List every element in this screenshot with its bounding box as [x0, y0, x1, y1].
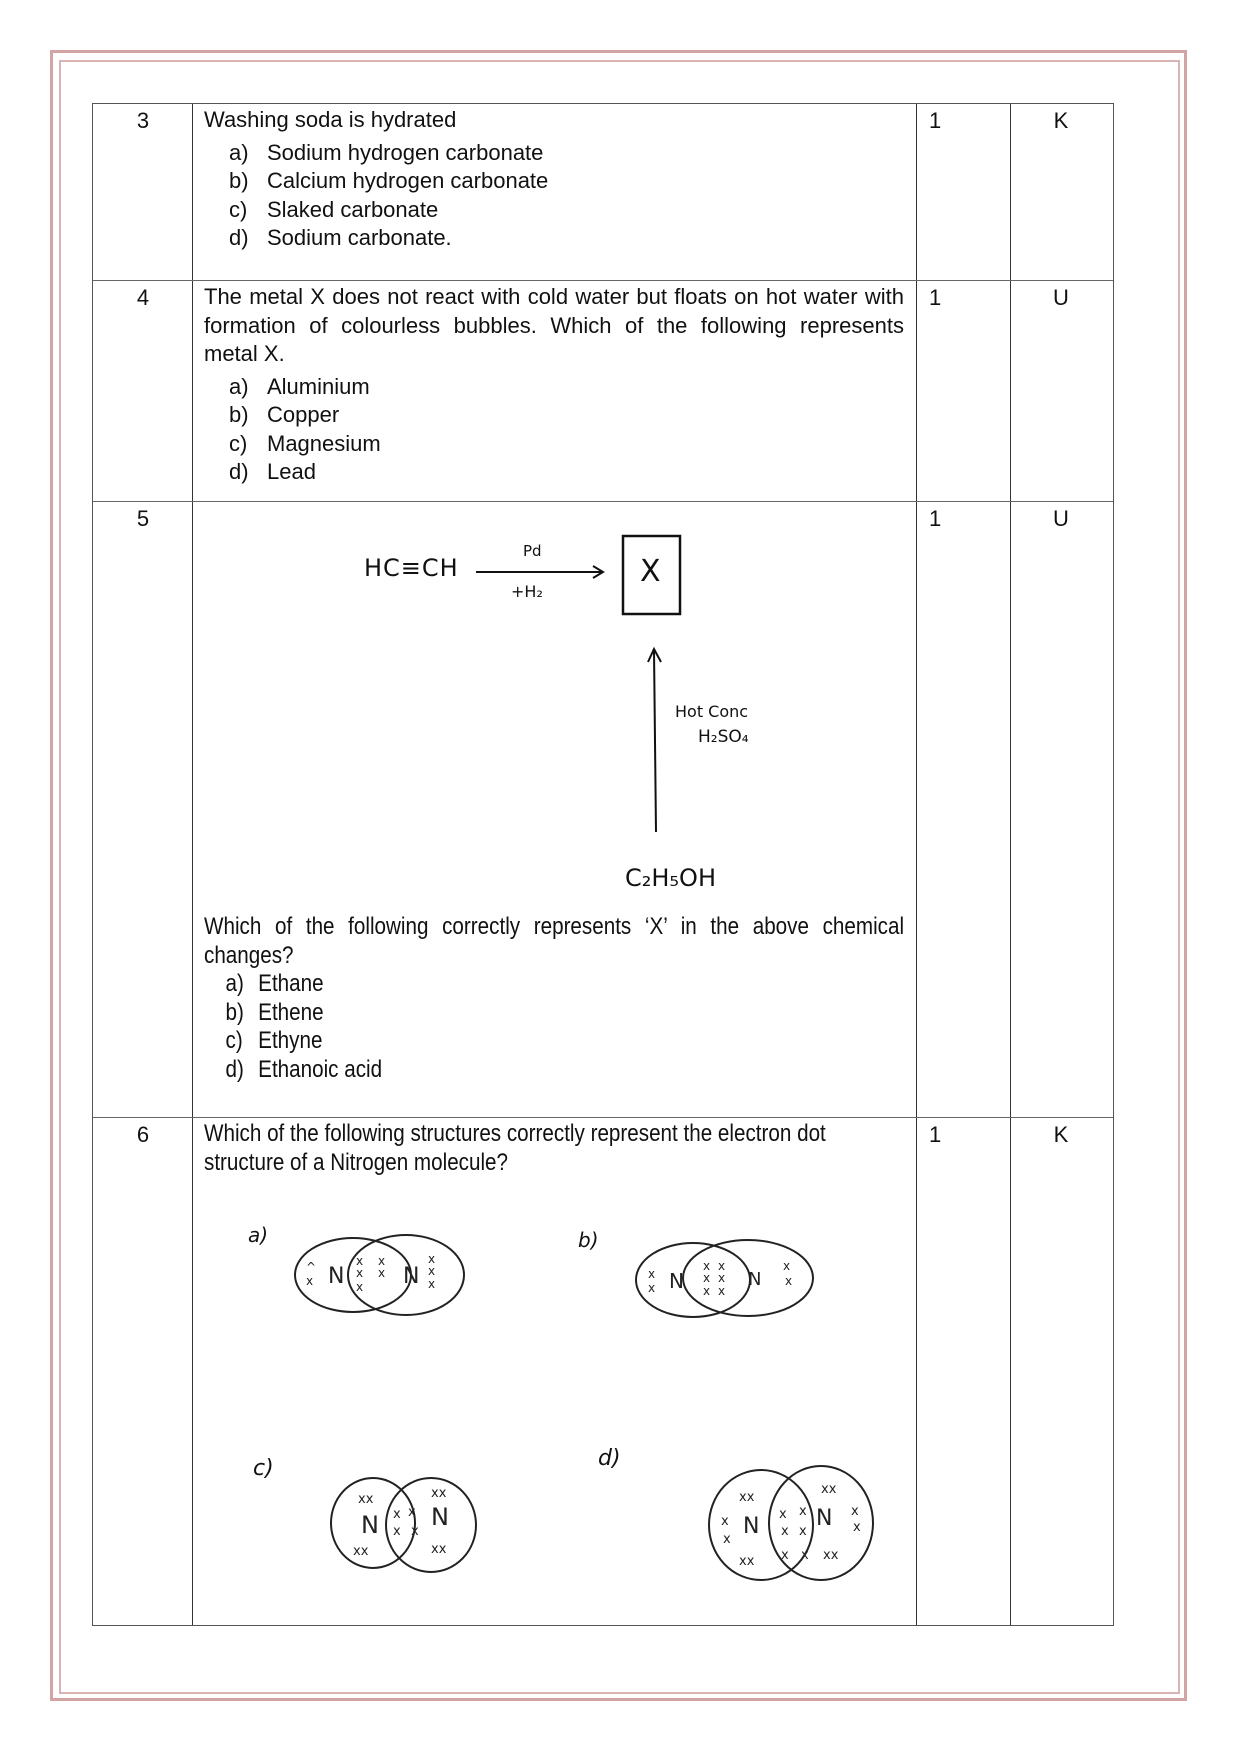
option-b: b) Copper [229, 402, 340, 427]
question-row-6 [93, 1118, 1113, 1626]
svg-text:x: x [356, 1280, 364, 1294]
question-text: Which of the following correctly represents ‘X’ in the above chemical changes? [204, 913, 905, 969]
arrow-icon [93, 502, 913, 922]
svg-text:x: x [411, 1524, 419, 1539]
svg-text:x: x [428, 1277, 436, 1291]
option-a: a) Aluminium [229, 373, 370, 399]
side-reactant-ethanol: C₂H₅OH [625, 864, 716, 892]
option-a: a) Ethane [225, 970, 324, 997]
structure-label-b: b) [578, 1228, 599, 1252]
svg-text:N: N [748, 1269, 762, 1290]
question-row-3 [93, 104, 1113, 281]
question-row-4 [93, 281, 1113, 502]
svg-text:x: x [703, 1284, 711, 1298]
marks: 1 [929, 1122, 942, 1147]
question-text: Which of the following structures correctly represent the electron dot structure of a Nitrogen molecule? [204, 1120, 826, 1176]
svg-text:x: x [378, 1254, 386, 1268]
question-text: The metal X does not react with cold water but floats on hot water with formation of colourless bubbles. Which of the following represents metal X. [204, 284, 904, 366]
svg-text:x: x [648, 1281, 656, 1295]
svg-text:N: N [431, 1503, 449, 1531]
svg-text:N: N [669, 1269, 684, 1293]
question-type: U [1053, 285, 1069, 310]
structure-label-c: c) [253, 1456, 274, 1481]
structure-label-d: d) [598, 1446, 621, 1471]
svg-text:N: N [361, 1511, 379, 1539]
question-body [204, 283, 904, 487]
svg-text:x: x [408, 1505, 416, 1520]
svg-text:x: x [718, 1259, 726, 1273]
svg-text:x: x [378, 1266, 386, 1280]
option-c: c) Magnesium [229, 430, 381, 456]
option-c: c) Slaked carbonate [229, 196, 439, 222]
svg-text:xx: xx [739, 1554, 755, 1569]
svg-text:x: x [393, 1524, 401, 1539]
question-type: K [1053, 108, 1069, 133]
question-number: 5 [136, 506, 150, 531]
svg-text:x: x [781, 1524, 789, 1539]
svg-text:xx: xx [353, 1544, 369, 1559]
option-b: b) Calcium hydrogen carbonate [229, 168, 549, 193]
svg-text:x: x [648, 1267, 656, 1281]
reagent-label: +H₂ [511, 582, 543, 601]
svg-text:x: x [721, 1514, 729, 1529]
question-table [92, 103, 1114, 1626]
svg-text:xx: xx [358, 1492, 374, 1507]
question-type: U [1053, 506, 1069, 531]
marks: 1 [929, 285, 942, 310]
svg-text:x: x [428, 1252, 436, 1266]
product-x: X [640, 554, 661, 589]
question-number: 6 [136, 1122, 150, 1147]
svg-text:xx: xx [431, 1486, 447, 1501]
svg-text:x: x [783, 1259, 791, 1273]
svg-text:x: x [703, 1271, 711, 1285]
svg-text:N: N [816, 1506, 833, 1531]
reactant-ethyne: HC≡CH [364, 554, 459, 582]
options-list [204, 373, 904, 487]
options-list [204, 139, 904, 253]
option-a: a) Sodium hydrogen carbonate [229, 139, 544, 165]
option-b: b) Ethene [225, 998, 324, 1026]
svg-text:x: x [718, 1284, 726, 1298]
svg-text:xx: xx [739, 1490, 755, 1505]
svg-text:N: N [403, 1264, 420, 1289]
structure-label-a: a) [248, 1223, 269, 1247]
side-condition-hot-conc: Hot Conc [675, 702, 749, 721]
question-text: Washing soda is hydrated [204, 107, 457, 132]
catalyst-label: Pd [523, 542, 542, 560]
question-body [204, 1120, 904, 1177]
svg-text:x: x [781, 1548, 789, 1563]
svg-text:x: x [799, 1524, 807, 1539]
question-number: 3 [136, 108, 150, 133]
electron-dot-structure-d [701, 1463, 901, 1593]
svg-text:x: x [801, 1548, 809, 1563]
svg-text:N: N [743, 1514, 760, 1539]
svg-text:x: x [428, 1264, 436, 1278]
svg-text:x: x [306, 1274, 314, 1288]
svg-text:x: x [718, 1271, 726, 1285]
option-d: d) Lead [229, 459, 316, 484]
svg-text:x: x [723, 1532, 731, 1547]
electron-dot-structure-b [633, 1240, 833, 1340]
question-type: K [1053, 1122, 1069, 1147]
question-body [204, 106, 904, 253]
option-c: c) Ethyne [225, 1027, 323, 1054]
question-number: 4 [136, 285, 150, 310]
svg-text:x: x [779, 1507, 787, 1522]
side-condition-acid: H₂SO₄ [698, 727, 749, 747]
electron-dot-structure-c [323, 1473, 523, 1593]
svg-text:^: ^ [306, 1260, 317, 1274]
marks: 1 [929, 108, 942, 133]
option-d: d) Ethanoic acid [225, 1055, 383, 1083]
svg-text:x: x [853, 1520, 861, 1535]
svg-text:x: x [785, 1274, 793, 1288]
svg-text:x: x [799, 1504, 807, 1519]
electron-dot-structure-a [288, 1233, 488, 1333]
question-body [204, 913, 904, 1084]
option-d: d) Sodium carbonate. [229, 225, 452, 250]
svg-text:N: N [328, 1264, 345, 1289]
svg-text:xx: xx [821, 1482, 837, 1497]
svg-text:x: x [393, 1507, 401, 1522]
svg-text:xx: xx [823, 1548, 839, 1563]
options-list [204, 970, 926, 1084]
reaction-diagram [93, 502, 913, 922]
svg-text:x: x [703, 1259, 711, 1273]
svg-text:x: x [851, 1504, 859, 1519]
svg-text:xx: xx [431, 1542, 447, 1557]
marks: 1 [929, 506, 942, 531]
svg-text:x: x [356, 1254, 364, 1268]
svg-text:x: x [356, 1266, 364, 1280]
question-row-5 [93, 502, 1113, 1118]
